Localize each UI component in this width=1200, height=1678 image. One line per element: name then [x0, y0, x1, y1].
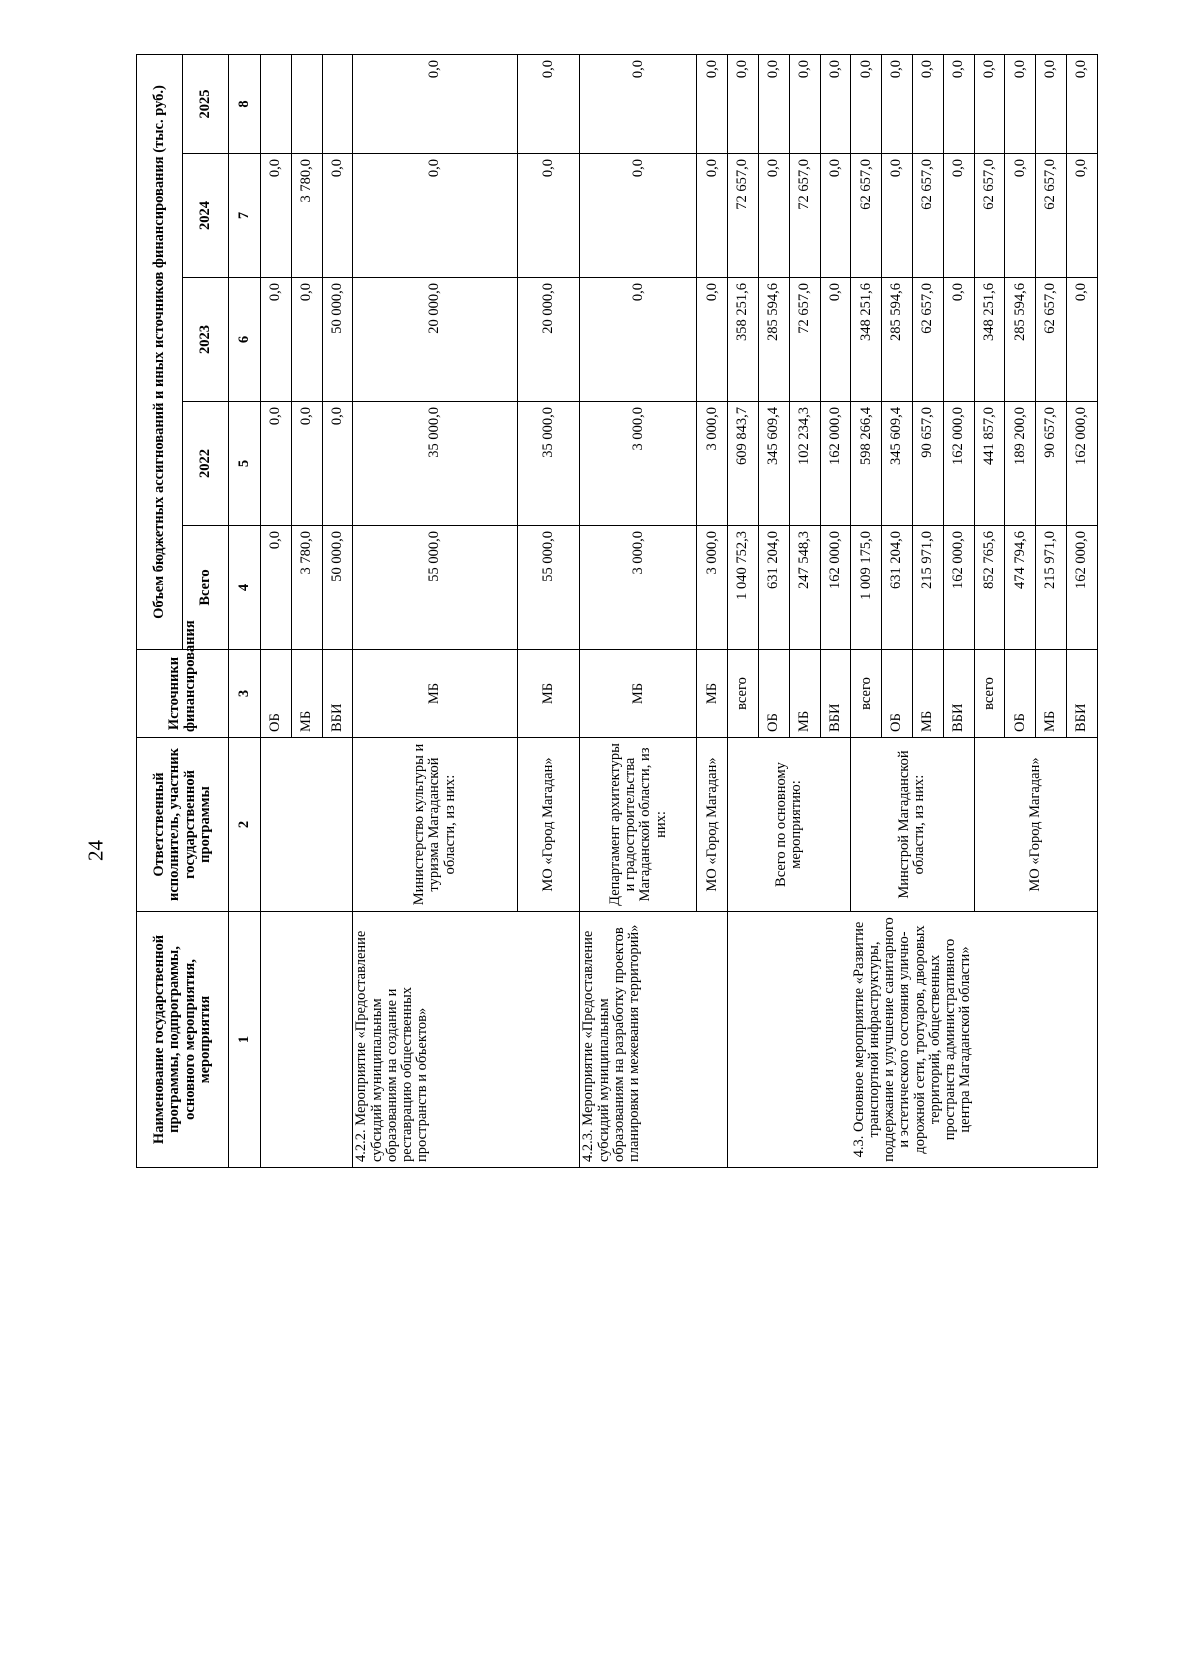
value-cell: 285 594,6: [882, 278, 913, 402]
value-cell: 62 657,0: [912, 154, 943, 278]
table-row: [728, 54, 759, 1167]
source-cell: всего: [851, 650, 882, 738]
value-cell: 0,0: [353, 154, 517, 278]
value-cell: 285 594,6: [1005, 278, 1036, 402]
financing-table: [136, 54, 1098, 1168]
value-cell: 609 843,7: [728, 402, 759, 526]
value-cell: 0,0: [697, 54, 728, 153]
value-cell: 0,0: [912, 54, 943, 153]
value-cell: 35 000,0: [517, 402, 580, 526]
value-cell: 0,0: [820, 278, 851, 402]
column-number: 7: [229, 154, 261, 278]
value-cell: 50 000,0: [322, 526, 353, 650]
column-number: 4: [229, 526, 261, 650]
value-cell: 162 000,0: [1066, 402, 1097, 526]
value-cell: 0,0: [882, 54, 913, 153]
name-cell-empty: [261, 912, 353, 1168]
value-cell: 20 000,0: [517, 278, 580, 402]
value-cell: 0,0: [261, 154, 292, 278]
header-volume: Объем бюджетных ассигнований и иных источников финансирования (тыс. руб.): [137, 54, 183, 649]
value-cell: 0,0: [580, 154, 697, 278]
value-cell: 852 765,6: [974, 526, 1005, 650]
value-cell: 247 548,3: [789, 526, 820, 650]
value-cell: 62 657,0: [912, 278, 943, 402]
value-cell: 0,0: [1005, 54, 1036, 153]
rotated-table-wrapper: [136, 55, 1098, 1168]
source-cell: МБ: [517, 650, 580, 738]
value-cell: 0,0: [1036, 54, 1067, 153]
value-cell: 474 794,6: [1005, 526, 1036, 650]
source-cell: всего: [728, 650, 759, 738]
source-cell: ВБИ: [943, 650, 974, 738]
executor-cell-empty: [261, 738, 353, 912]
value-cell: 50 000,0: [322, 278, 353, 402]
source-cell: ОБ: [882, 650, 913, 738]
value-cell: 1 009 175,0: [851, 526, 882, 650]
value-cell: 0,0: [291, 402, 322, 526]
executor-cell: МО «Город Магадан»: [697, 738, 728, 912]
value-cell: 1 040 752,3: [728, 526, 759, 650]
value-cell: 0,0: [580, 54, 697, 153]
value-cell: 3 000,0: [697, 402, 728, 526]
measure-name: 4.2.2. Мероприятие «Предоставление субсидий муниципальным образованиям на создание и реставрацию общественных пространств и объектов»: [353, 912, 580, 1168]
source-cell: ОБ: [1005, 650, 1036, 738]
value-cell: 3 000,0: [697, 526, 728, 650]
value-cell: 3 000,0: [580, 526, 697, 650]
value-cell: 0,0: [1066, 154, 1097, 278]
value-cell: 35 000,0: [353, 402, 517, 526]
value-cell: 0,0: [820, 154, 851, 278]
column-number: 5: [229, 402, 261, 526]
measure-name: 4.2.3. Мероприятие «Предоставление субсидий муниципальным образованиям на разработку проектов планировки и межевания территорий»: [580, 912, 728, 1168]
source-cell: ВБИ: [1066, 650, 1097, 738]
executor-cell: МО «Город Магадан»: [517, 738, 580, 912]
value-cell: 3 780,0: [291, 526, 322, 650]
value-cell: 0,0: [851, 54, 882, 153]
value-cell: 441 857,0: [974, 402, 1005, 526]
value-cell: [322, 54, 353, 153]
value-cell: [291, 54, 322, 153]
value-cell: 62 657,0: [974, 154, 1005, 278]
executor-cell: Департамент архитектуры и градостроительства Магаданской области, из них:: [580, 738, 697, 912]
value-cell: 0,0: [882, 154, 913, 278]
value-cell: 162 000,0: [943, 526, 974, 650]
value-cell: 0,0: [517, 154, 580, 278]
source-cell: ОБ: [261, 650, 292, 738]
source-cell: МБ: [1036, 650, 1067, 738]
value-cell: 62 657,0: [1036, 154, 1067, 278]
value-cell: 102 234,3: [789, 402, 820, 526]
value-cell: 3 000,0: [580, 402, 697, 526]
value-cell: 0,0: [1066, 54, 1097, 153]
source-cell: ВБИ: [322, 650, 353, 738]
value-cell: 0,0: [517, 54, 580, 153]
value-cell: 0,0: [789, 54, 820, 153]
value-cell: 0,0: [322, 402, 353, 526]
value-cell: 72 657,0: [789, 278, 820, 402]
header-year: 2025: [183, 54, 229, 153]
value-cell: 285 594,6: [759, 278, 790, 402]
header-year: 2023: [183, 278, 229, 402]
value-cell: 189 200,0: [1005, 402, 1036, 526]
value-cell: 0,0: [261, 526, 292, 650]
value-cell: 62 657,0: [1036, 278, 1067, 402]
source-cell: МБ: [580, 650, 697, 738]
header-year: 2022: [183, 402, 229, 526]
value-cell: 0,0: [1066, 278, 1097, 402]
header-source: Источники финансирования: [137, 650, 229, 738]
measure-name: 4.3. Основное мероприятие «Развитие транспортной инфраструктуры, поддержание и улучшение санитарного и эстетического состояния улично-дорожной сети, тротуаров, дворовых территорий, общественных пространств административного центра Магаданской области»: [728, 912, 1098, 1168]
value-cell: 0,0: [697, 278, 728, 402]
value-cell: 62 657,0: [851, 154, 882, 278]
column-number: 6: [229, 278, 261, 402]
value-cell: 0,0: [759, 54, 790, 153]
column-number: 2: [229, 738, 261, 912]
value-cell: 0,0: [261, 278, 292, 402]
value-cell: 162 000,0: [820, 526, 851, 650]
header-name: Наименование государственной программы, подпрограммы, основного мероприятия, мероприятия: [137, 912, 229, 1168]
value-cell: 348 251,6: [974, 278, 1005, 402]
source-cell: МБ: [353, 650, 517, 738]
value-cell: 215 971,0: [1036, 526, 1067, 650]
value-cell: 55 000,0: [353, 526, 517, 650]
value-cell: 0,0: [261, 402, 292, 526]
source-cell: ОБ: [759, 650, 790, 738]
value-cell: 631 204,0: [882, 526, 913, 650]
value-cell: 0,0: [943, 54, 974, 153]
value-cell: 348 251,6: [851, 278, 882, 402]
page-number: 24: [83, 840, 108, 861]
executor-cell: МО «Город Магадан»: [974, 738, 1097, 912]
header-year: 2024: [183, 154, 229, 278]
column-number: 8: [229, 54, 261, 153]
value-cell: 3 780,0: [291, 154, 322, 278]
source-cell: ВБИ: [820, 650, 851, 738]
value-cell: 598 266,4: [851, 402, 882, 526]
value-cell: 0,0: [759, 154, 790, 278]
value-cell: 0,0: [353, 54, 517, 153]
value-cell: 162 000,0: [943, 402, 974, 526]
value-cell: 0,0: [697, 154, 728, 278]
value-cell: 20 000,0: [353, 278, 517, 402]
value-cell: 0,0: [322, 154, 353, 278]
executor-cell: Всего по основному мероприятию:: [728, 738, 851, 912]
value-cell: 215 971,0: [912, 526, 943, 650]
value-cell: 72 657,0: [728, 154, 759, 278]
value-cell: 72 657,0: [789, 154, 820, 278]
value-cell: 162 000,0: [820, 402, 851, 526]
value-cell: 90 657,0: [912, 402, 943, 526]
table-row: [261, 54, 292, 1167]
header-year: Всего: [183, 526, 229, 650]
value-cell: 0,0: [974, 54, 1005, 153]
source-cell: всего: [974, 650, 1005, 738]
value-cell: 0,0: [580, 278, 697, 402]
table-row: [580, 54, 697, 1167]
value-cell: 162 000,0: [1066, 526, 1097, 650]
value-cell: 345 609,4: [759, 402, 790, 526]
value-cell: 631 204,0: [759, 526, 790, 650]
value-cell: 345 609,4: [882, 402, 913, 526]
value-cell: 0,0: [291, 278, 322, 402]
value-cell: 0,0: [943, 278, 974, 402]
value-cell: 55 000,0: [517, 526, 580, 650]
source-cell: МБ: [697, 650, 728, 738]
column-number: 3: [229, 650, 261, 738]
source-cell: МБ: [912, 650, 943, 738]
value-cell: 0,0: [820, 54, 851, 153]
value-cell: 358 251,6: [728, 278, 759, 402]
value-cell: 0,0: [943, 154, 974, 278]
executor-cell: Минстрой Магаданской области, из них:: [851, 738, 974, 912]
executor-cell: Министерство культуры и туризма Магаданской области, из них:: [353, 738, 517, 912]
value-cell: 0,0: [1005, 154, 1036, 278]
table-row: [353, 54, 517, 1167]
source-cell: МБ: [291, 650, 322, 738]
value-cell: 0,0: [728, 54, 759, 153]
value-cell: 90 657,0: [1036, 402, 1067, 526]
header-executor: Ответственный исполнитель, участник государственной программы: [137, 738, 229, 912]
column-number: 1: [229, 912, 261, 1168]
source-cell: МБ: [789, 650, 820, 738]
value-cell: [261, 54, 292, 153]
